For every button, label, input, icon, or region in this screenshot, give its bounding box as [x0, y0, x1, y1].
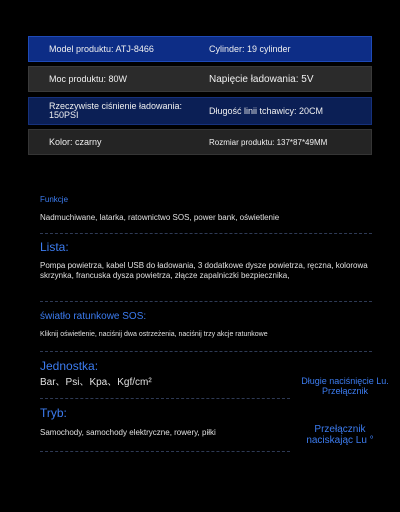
divider — [40, 233, 372, 234]
spec-color: Kolor: czarny — [49, 137, 102, 147]
section-body-tryb: Samochody, samochody elektryczne, rowery, piłki — [40, 428, 216, 437]
section-title-swiatlo: światło ratunkowe SOS: — [40, 311, 147, 322]
divider — [40, 301, 372, 302]
section-title-lista: Lista: — [40, 240, 69, 254]
divider — [40, 451, 290, 452]
spec-voltage: Napięcie ładowania: 5V — [209, 73, 314, 85]
section-title-tryb: Tryb: — [40, 406, 67, 420]
spec-model: Model produktu: ATJ-8466 — [49, 44, 154, 54]
spec-row-power — [28, 66, 372, 92]
section-body-lista: Pompa powietrza, kabel USB do ładowania, 3 dodatkowe dysze powietrza, ręczna, kolorowa skrzynka, francuska dysza powietrza, złącze zapalniczki bezpiecznika, — [40, 261, 368, 280]
spec-row-color — [28, 129, 372, 155]
spec-power: Moc produktu: 80W — [49, 74, 128, 84]
section-title-jednostka: Jednostka: — [40, 359, 99, 373]
section-body-jednostka: Bar、Psi、Kpa、Kgf/cm² — [40, 377, 152, 388]
spec-row-pressure — [28, 97, 372, 125]
spec-hose-length: Długość linii tchawicy: 20CM — [209, 106, 324, 116]
section-body-funkcje: Nadmuchiwane, latarka, ratownictwo SOS, power bank, oświetlenie — [40, 213, 280, 222]
section-body-swiatlo: Kliknij oświetlenie, naciśnij dwa ostrzeżenia, naciśnij trzy akcje ratunkowe — [40, 331, 268, 338]
section-title-funkcje: Funkcje — [40, 195, 69, 204]
divider — [40, 398, 290, 399]
spec-size: Rozmiar produktu: 137*87*49MM — [209, 137, 328, 147]
spec-pressure: Rzeczywiste ciśnienie ładowania: 150PSI — [49, 101, 183, 120]
note-switch: Przełącznik naciskając Lu ° — [306, 424, 374, 446]
divider — [40, 351, 372, 352]
note-long-press: Długie naciśnięcie Lu. Przełącznik — [301, 376, 389, 396]
spec-cylinder: Cylinder: 19 cylinder — [209, 44, 291, 54]
spec-row-model — [28, 36, 372, 62]
